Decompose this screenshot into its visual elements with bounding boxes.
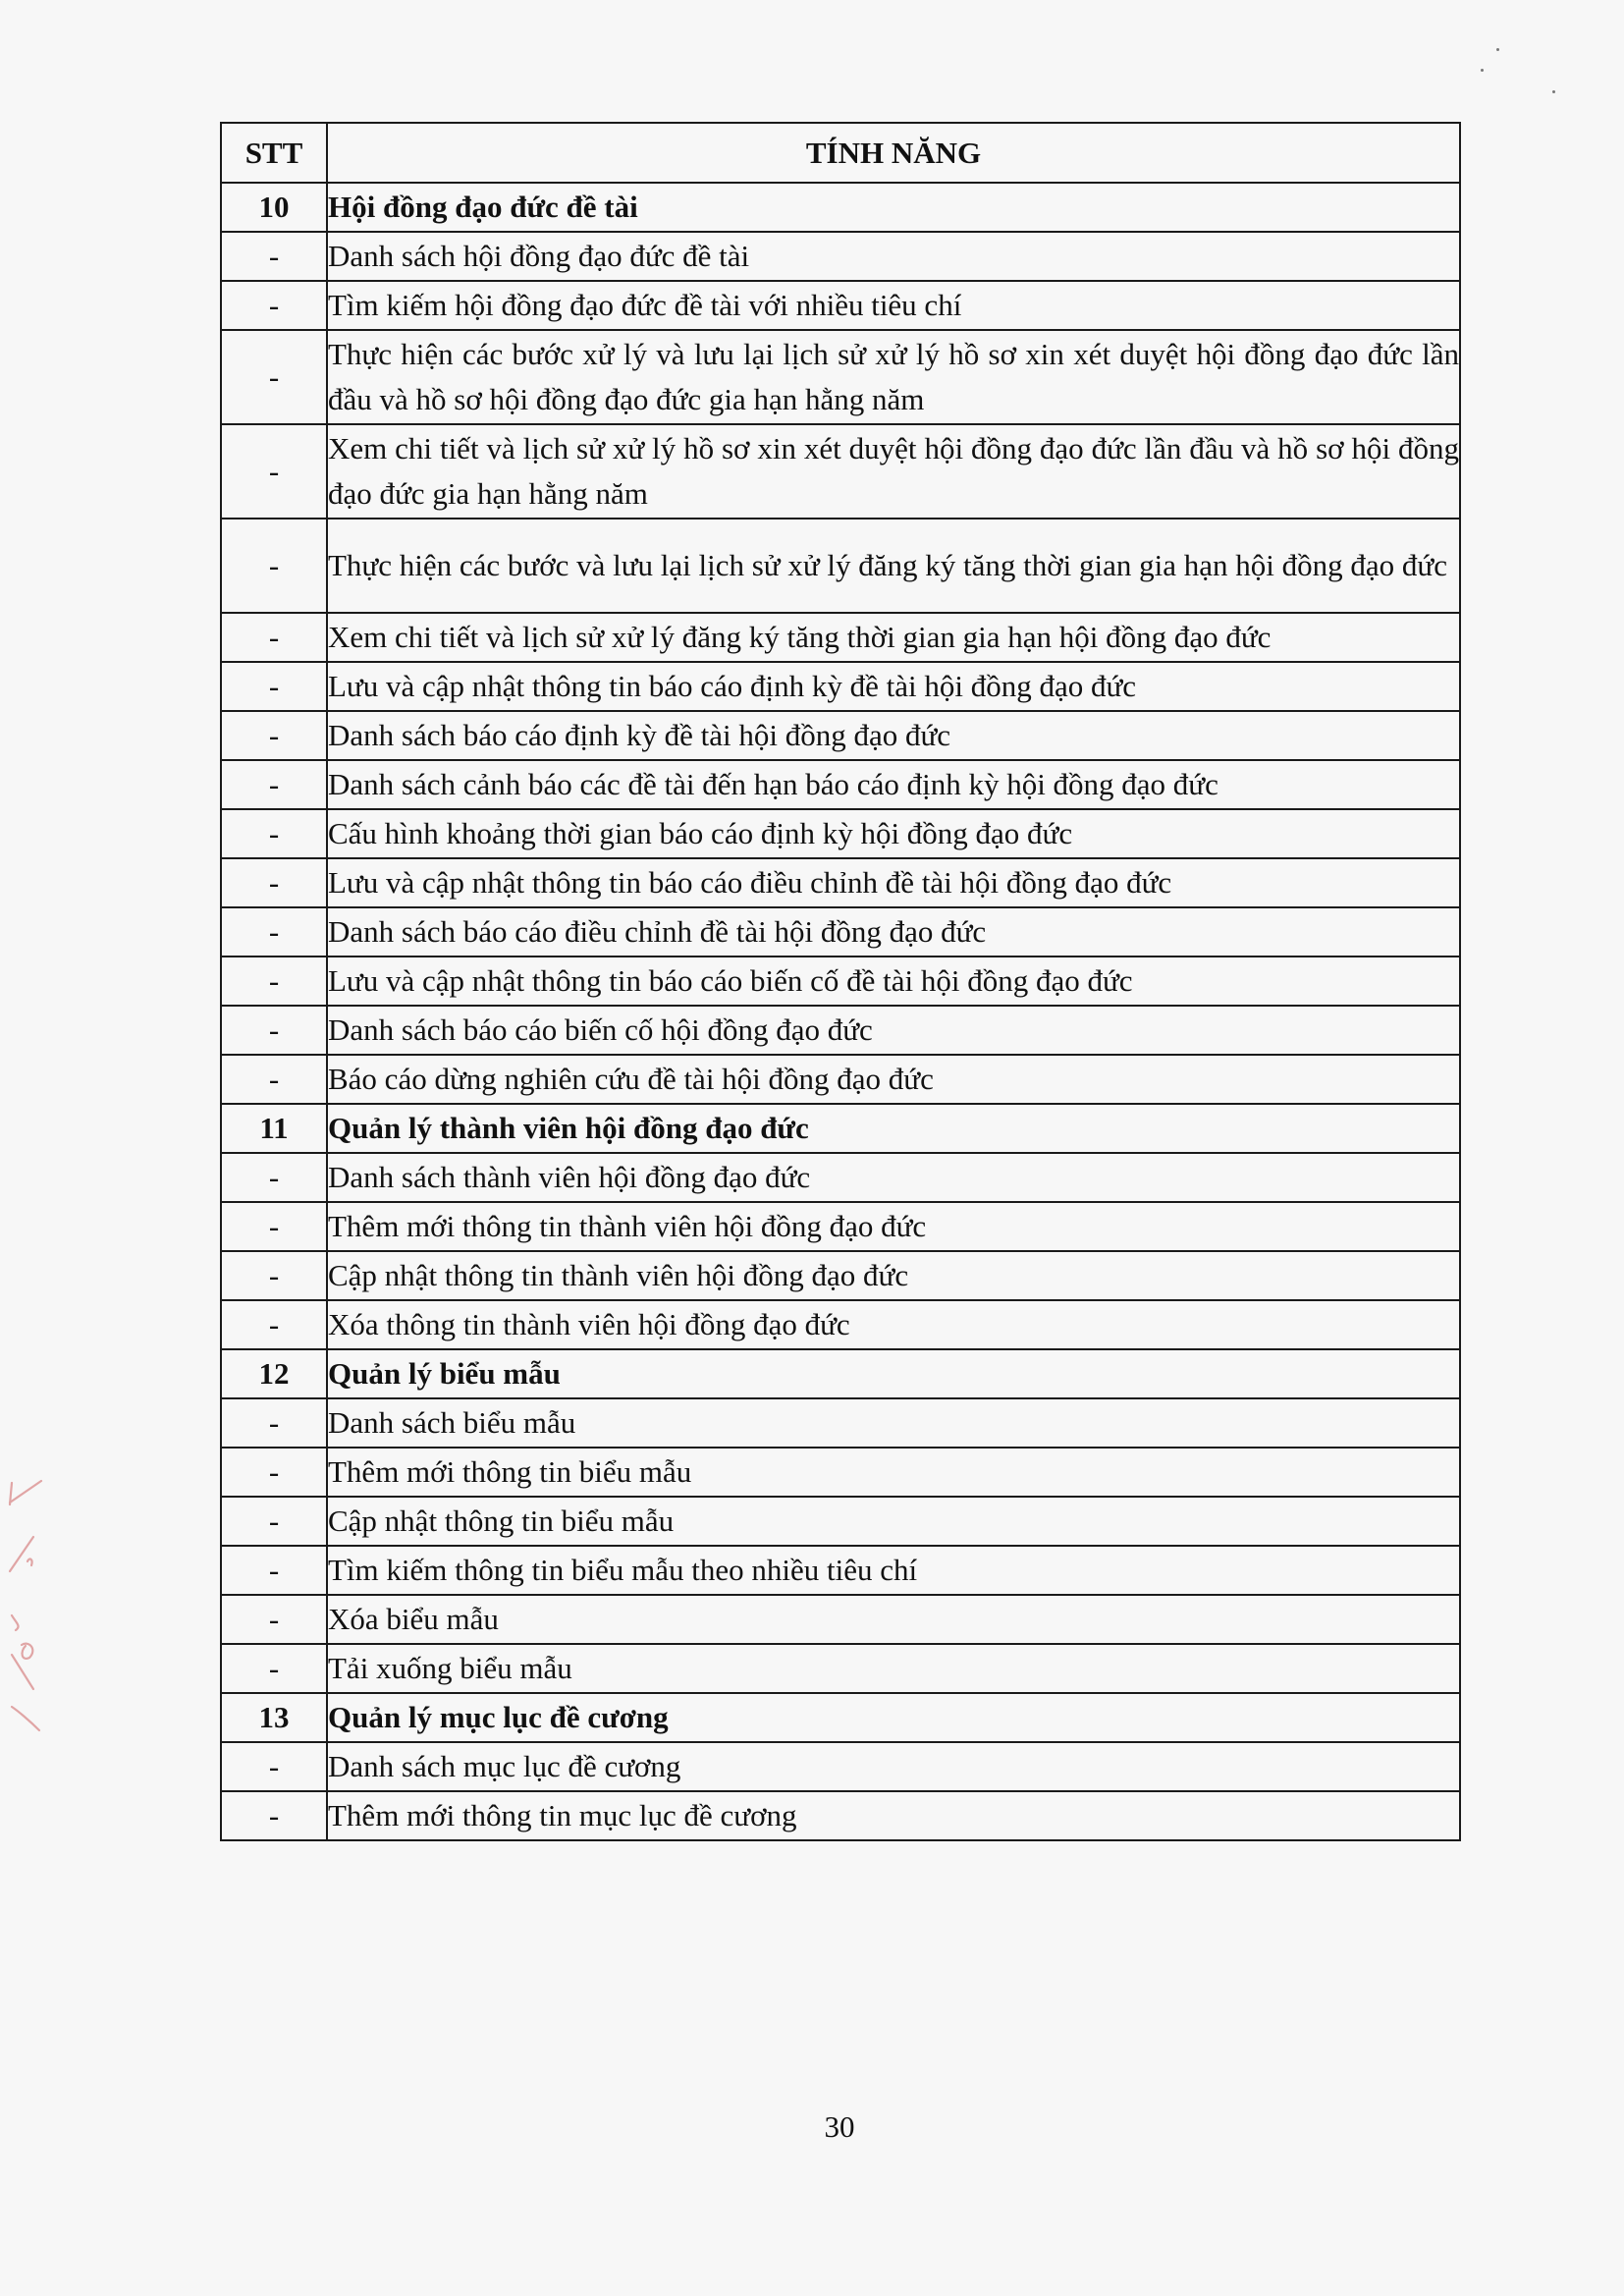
feature-text: Xem chi tiết và lịch sử xử lý đăng ký tăng thời gian gia hạn hội đồng đạo đức — [327, 613, 1460, 662]
row-bullet: - — [221, 1251, 327, 1300]
feature-row — [221, 330, 1460, 424]
feature-row — [221, 424, 1460, 519]
feature-text: Thêm mới thông tin thành viên hội đồng đạo đức — [327, 1202, 1460, 1251]
row-bullet: - — [221, 711, 327, 760]
feature-text: Danh sách báo cáo định kỳ đề tài hội đồng đạo đức — [327, 711, 1460, 760]
feature-row — [221, 711, 1460, 760]
row-bullet: - — [221, 1742, 327, 1791]
feature-text: Lưu và cập nhật thông tin báo cáo định kỳ đề tài hội đồng đạo đức — [327, 662, 1460, 711]
feature-row — [221, 1202, 1460, 1251]
row-bullet: - — [221, 1546, 327, 1595]
feature-text: Tải xuống biểu mẫu — [327, 1644, 1460, 1693]
feature-row — [221, 232, 1460, 281]
header-stt: STT — [221, 123, 327, 183]
feature-text: Danh sách cảnh báo các đề tài đến hạn báo cáo định kỳ hội đồng đạo đức — [327, 760, 1460, 809]
feature-text: Lưu và cập nhật thông tin báo cáo điều chỉnh đề tài hội đồng đạo đức — [327, 858, 1460, 907]
row-bullet: - — [221, 1202, 327, 1251]
row-bullet: - — [221, 1398, 327, 1448]
section-title: Quản lý biểu mẫu — [327, 1349, 1460, 1398]
row-bullet: - — [221, 1006, 327, 1055]
table-body — [221, 183, 1460, 1840]
feature-row — [221, 1448, 1460, 1497]
feature-row — [221, 1055, 1460, 1104]
feature-row — [221, 1398, 1460, 1448]
feature-row — [221, 1153, 1460, 1202]
row-bullet: - — [221, 1153, 327, 1202]
feature-text: Xóa biểu mẫu — [327, 1595, 1460, 1644]
feature-text: Danh sách báo cáo biến cố hội đồng đạo đức — [327, 1006, 1460, 1055]
row-bullet: - — [221, 907, 327, 957]
feature-row — [221, 1742, 1460, 1791]
row-bullet: - — [221, 809, 327, 858]
feature-row — [221, 662, 1460, 711]
row-bullet: - — [221, 760, 327, 809]
feature-row — [221, 1595, 1460, 1644]
section-number: 11 — [221, 1104, 327, 1153]
feature-row — [221, 907, 1460, 957]
feature-row — [221, 1006, 1460, 1055]
handwritten-mark — [0, 1444, 59, 1758]
row-bullet: - — [221, 1055, 327, 1104]
feature-text: Thêm mới thông tin mục lục đề cương — [327, 1791, 1460, 1840]
scan-speck — [1481, 69, 1484, 72]
feature-row — [221, 809, 1460, 858]
row-bullet: - — [221, 858, 327, 907]
feature-table — [220, 122, 1461, 1841]
section-number: 13 — [221, 1693, 327, 1742]
feature-text: Thêm mới thông tin biểu mẫu — [327, 1448, 1460, 1497]
feature-text: Cập nhật thông tin thành viên hội đồng đạo đức — [327, 1251, 1460, 1300]
row-bullet: - — [221, 613, 327, 662]
section-row — [221, 1349, 1460, 1398]
row-bullet: - — [221, 424, 327, 519]
scan-speck — [1496, 48, 1499, 51]
row-bullet: - — [221, 957, 327, 1006]
row-bullet: - — [221, 232, 327, 281]
section-title: Hội đồng đạo đức đề tài — [327, 183, 1460, 232]
row-bullet: - — [221, 1791, 327, 1840]
feature-text: Thực hiện các bước và lưu lại lịch sử xử lý đăng ký tăng thời gian gia hạn hội đồng đạo đức — [327, 519, 1460, 613]
feature-row — [221, 1644, 1460, 1693]
feature-text: Báo cáo dừng nghiên cứu đề tài hội đồng đạo đức — [327, 1055, 1460, 1104]
feature-text: Xóa thông tin thành viên hội đồng đạo đức — [327, 1300, 1460, 1349]
section-title: Quản lý mục lục đề cương — [327, 1693, 1460, 1742]
feature-row — [221, 858, 1460, 907]
feature-text: Danh sách thành viên hội đồng đạo đức — [327, 1153, 1460, 1202]
feature-row — [221, 760, 1460, 809]
section-row — [221, 183, 1460, 232]
section-title: Quản lý thành viên hội đồng đạo đức — [327, 1104, 1460, 1153]
section-number: 12 — [221, 1349, 327, 1398]
row-bullet: - — [221, 1644, 327, 1693]
scan-speck — [1552, 90, 1555, 93]
row-bullet: - — [221, 1497, 327, 1546]
table-header-row — [221, 123, 1460, 183]
feature-text: Danh sách mục lục đề cương — [327, 1742, 1460, 1791]
row-bullet: - — [221, 1300, 327, 1349]
feature-text: Xem chi tiết và lịch sử xử lý hồ sơ xin xét duyệt hội đồng đạo đức lần đầu và hồ sơ hội đồng đạo đức gia hạn hằng năm — [327, 424, 1460, 519]
section-number: 10 — [221, 183, 327, 232]
feature-text: Tìm kiếm thông tin biểu mẫu theo nhiều tiêu chí — [327, 1546, 1460, 1595]
feature-row — [221, 1497, 1460, 1546]
section-row — [221, 1693, 1460, 1742]
feature-text: Danh sách hội đồng đạo đức đề tài — [327, 232, 1460, 281]
feature-row — [221, 1251, 1460, 1300]
row-bullet: - — [221, 1595, 327, 1644]
page-number: 30 — [824, 2109, 855, 2144]
feature-row — [221, 281, 1460, 330]
feature-text: Danh sách báo cáo điều chỉnh đề tài hội đồng đạo đức — [327, 907, 1460, 957]
feature-text: Cập nhật thông tin biểu mẫu — [327, 1497, 1460, 1546]
feature-row — [221, 1300, 1460, 1349]
feature-text: Cấu hình khoảng thời gian báo cáo định kỳ hội đồng đạo đức — [327, 809, 1460, 858]
feature-text: Lưu và cập nhật thông tin báo cáo biến cố đề tài hội đồng đạo đức — [327, 957, 1460, 1006]
feature-row — [221, 1791, 1460, 1840]
row-bullet: - — [221, 330, 327, 424]
header-feature: TÍNH NĂNG — [327, 123, 1460, 183]
feature-text: Tìm kiếm hội đồng đạo đức đề tài với nhiều tiêu chí — [327, 281, 1460, 330]
section-row — [221, 1104, 1460, 1153]
row-bullet: - — [221, 662, 327, 711]
feature-text: Danh sách biểu mẫu — [327, 1398, 1460, 1448]
row-bullet: - — [221, 281, 327, 330]
feature-row — [221, 957, 1460, 1006]
feature-row — [221, 1546, 1460, 1595]
row-bullet: - — [221, 1448, 327, 1497]
feature-text: Thực hiện các bước xử lý và lưu lại lịch sử xử lý hồ sơ xin xét duyệt hội đồng đạo đức lần đầu và hồ sơ hội đồng đạo đức gia hạn hằng năm — [327, 330, 1460, 424]
row-bullet: - — [221, 519, 327, 613]
feature-row — [221, 613, 1460, 662]
feature-row — [221, 519, 1460, 613]
